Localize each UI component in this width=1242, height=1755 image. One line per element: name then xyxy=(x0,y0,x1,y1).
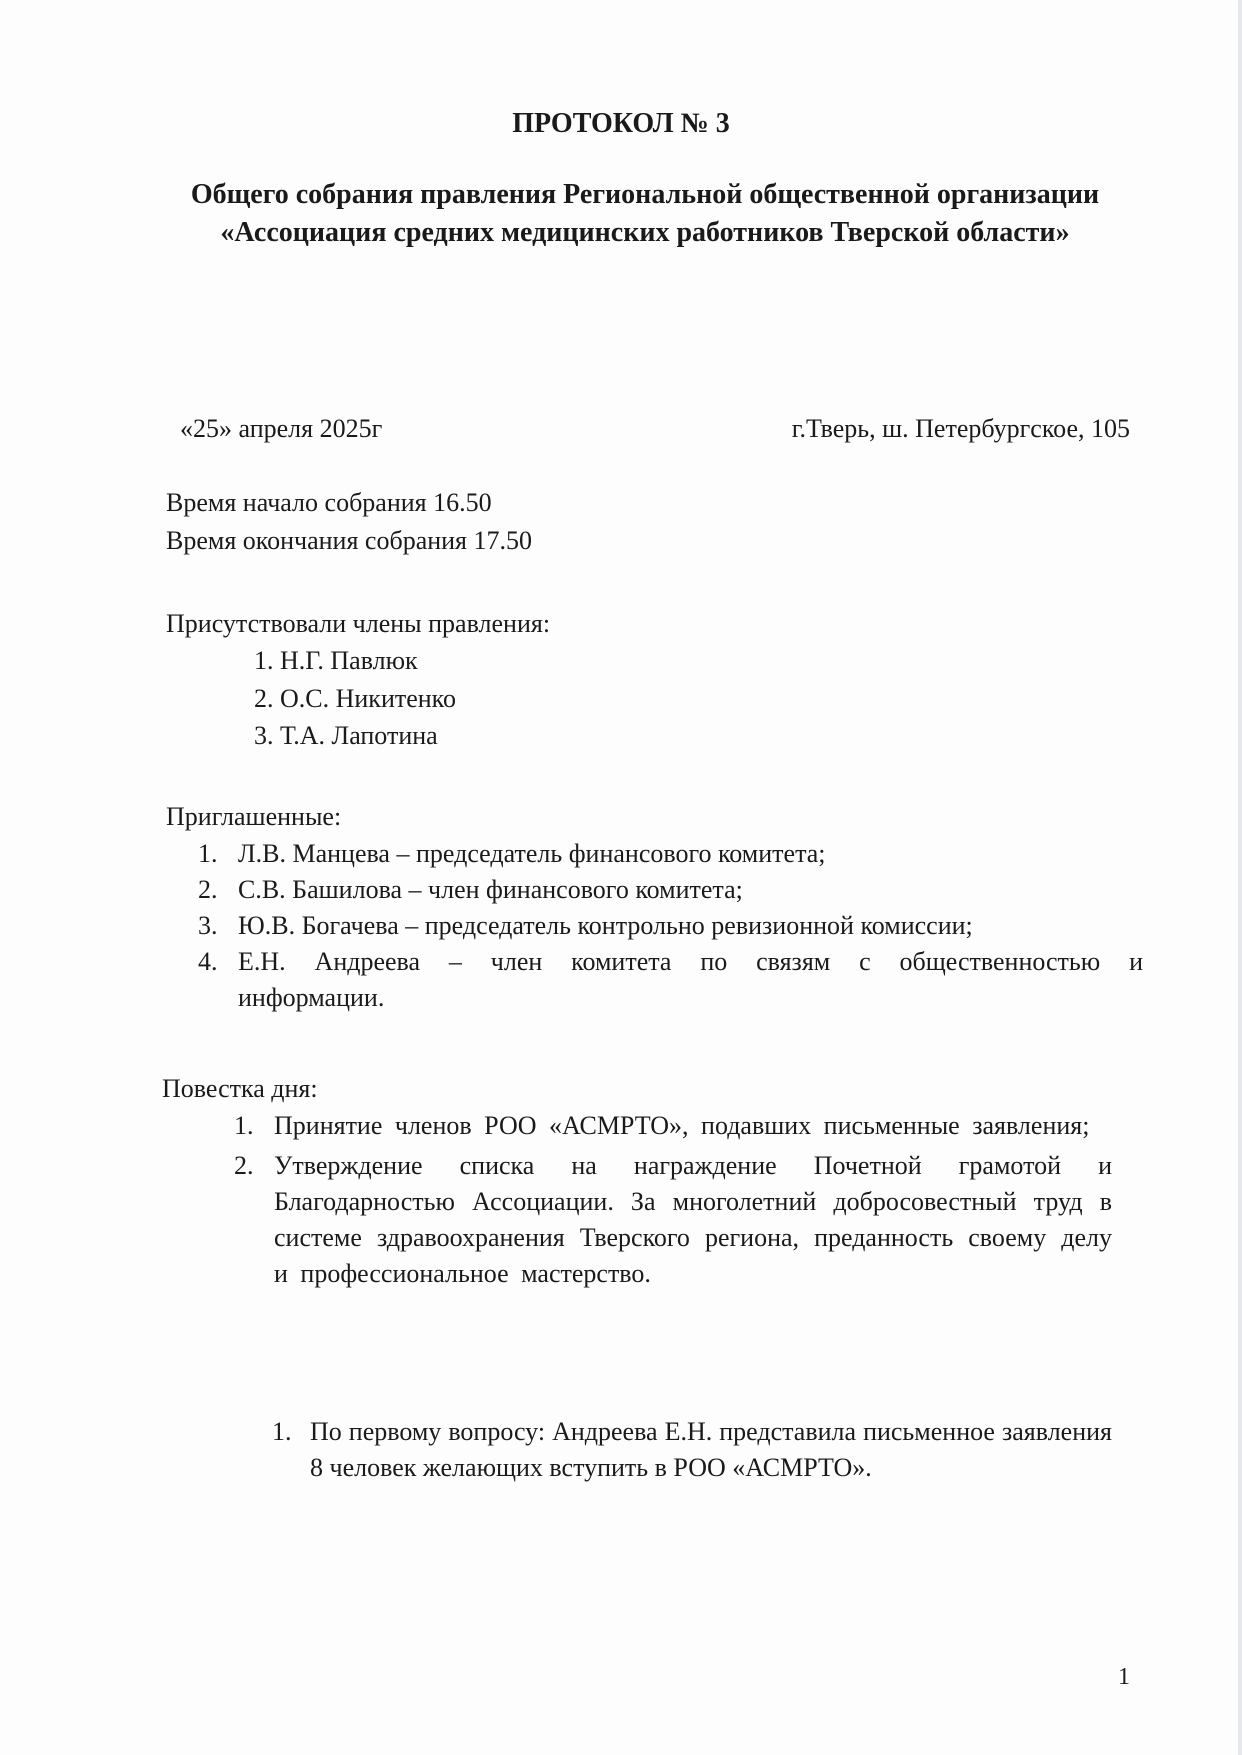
subtitle-line-1: Общего собрания правления Региональной общественной организации xyxy=(190,179,1100,210)
item-text: Н.Г. Павлюк xyxy=(280,646,418,675)
meeting-times xyxy=(166,484,532,559)
document-title: ПРОТОКОЛ № 3 xyxy=(512,108,730,139)
list-item xyxy=(254,642,456,680)
subtitle-line-2: «Ассоциация средних медицинских работников Тверской области» xyxy=(220,216,1070,248)
item-number: 1. xyxy=(272,1417,292,1446)
item-number: 2. xyxy=(234,1150,254,1180)
list-item xyxy=(198,836,1143,872)
list-item xyxy=(254,680,456,718)
scan-edge-shade xyxy=(1238,0,1242,1755)
list-item xyxy=(272,1414,1112,1486)
item-text: По первому вопросу: Андреева Е.Н. представила письменное заявления 8 человек желающих вступить в РОО «АСМРТО». xyxy=(310,1417,1112,1482)
invited-list xyxy=(198,836,1143,1015)
item-number: 1. xyxy=(254,646,274,675)
item-text: Принятие членов РОО «АСМРТО», подавших письменные заявления; xyxy=(274,1111,1090,1140)
agenda-heading: Повестка дня: xyxy=(162,1074,318,1103)
list-item xyxy=(198,908,1143,944)
meeting-place: г.Тверь, ш. Петербургское, 105 xyxy=(791,414,1130,443)
document-subtitle xyxy=(150,176,1140,252)
agenda-list xyxy=(234,1108,1112,1295)
end-time: Время окончания собрания 17.50 xyxy=(166,525,533,555)
page-number: 1 xyxy=(1118,1664,1130,1690)
list-item xyxy=(234,1148,1112,1292)
item-number: 3. xyxy=(254,721,274,751)
item-number: 3. xyxy=(198,910,218,940)
start-time: Время начало собрания 16.50 xyxy=(166,488,492,517)
invited-heading: Приглашенные: xyxy=(166,802,342,831)
item-text: Л.В. Манцева – председатель финансового комитета; xyxy=(238,839,826,868)
item-text: Утверждение списка на награждение Почетной грамотой и Благодарностью Ассоциации. За многолетний добросовестный труд в системе здравоохранения Тверского региона, преданность своему делу и профессиональное мастерство. xyxy=(274,1150,1112,1288)
item-text: О.С. Никитенко xyxy=(280,683,456,713)
list-item xyxy=(198,944,1143,1016)
item-number: 2. xyxy=(254,683,274,713)
item-text: Ю.В. Богачева – председатель контрольно ревизионной комиссии; xyxy=(238,910,973,940)
list-item xyxy=(254,717,456,755)
list-item xyxy=(234,1108,1112,1144)
item-text: С.В. Башилова – член финансового комитета; xyxy=(238,874,743,904)
item-number: 1. xyxy=(234,1111,254,1140)
list-item xyxy=(198,872,1143,908)
item-number: 2. xyxy=(198,874,218,904)
item-number: 1. xyxy=(198,839,218,868)
questions-list xyxy=(272,1414,1112,1486)
item-number: 4. xyxy=(198,946,218,976)
item-text: Т.А. Лапотина xyxy=(280,721,438,751)
meeting-date: «25» апреля 2025г xyxy=(180,414,383,443)
item-text: Е.Н. Андреева – член комитета по связям с общественностью и информации. xyxy=(238,946,1143,1012)
present-list xyxy=(254,642,456,755)
present-heading: Присутствовали члены правления: xyxy=(166,609,551,638)
